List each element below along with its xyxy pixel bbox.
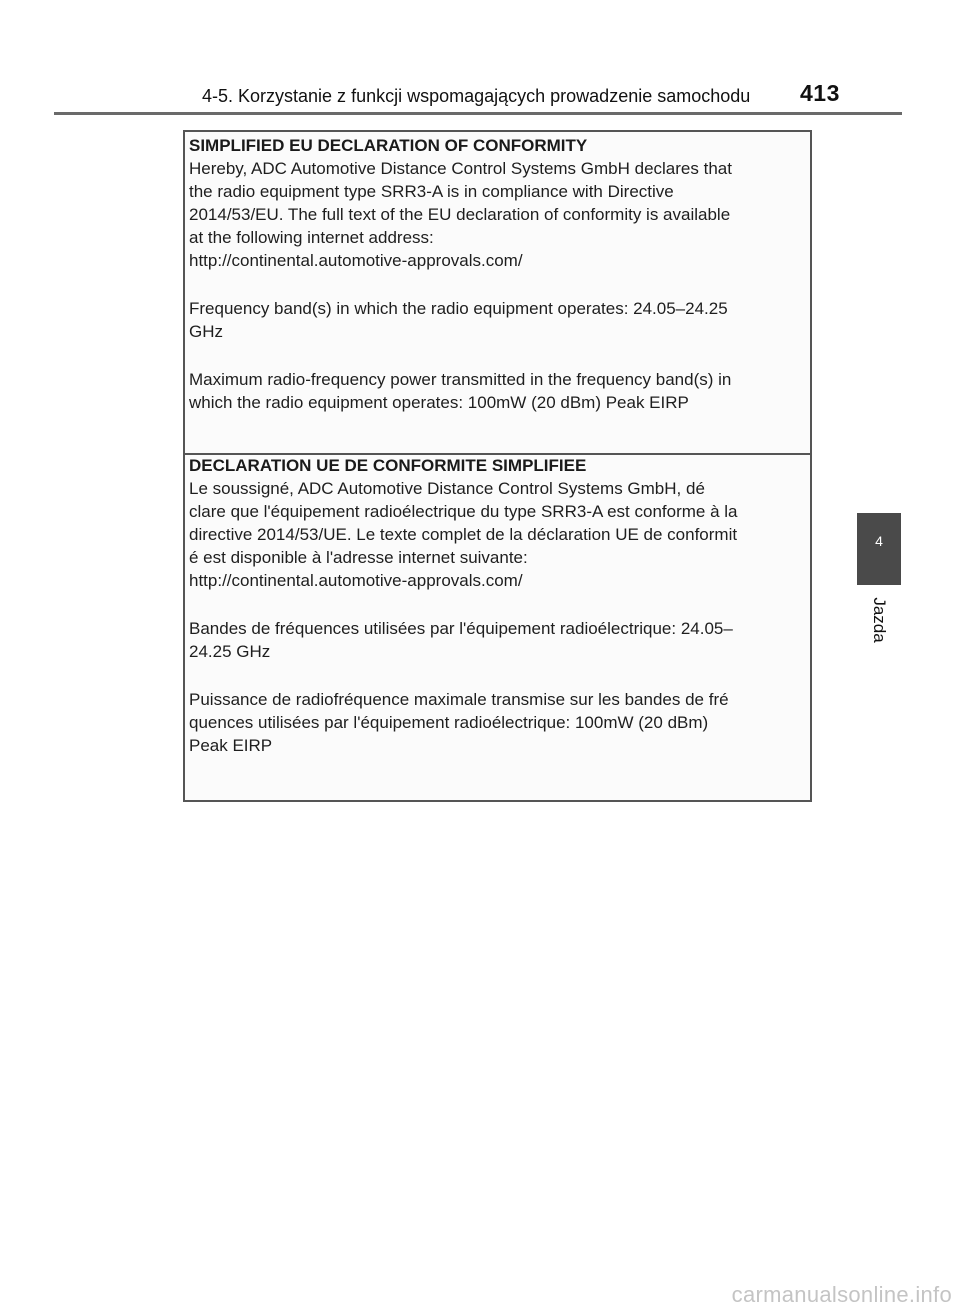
section-title: 4-5. Korzystanie z funkcji wspomagających prowadzenie samochodu [202, 86, 751, 106]
declaration-en-heading: SIMPLIFIED EU DECLARATION OF CONFORMITY [189, 136, 588, 155]
declaration-fr-heading: DECLARATION UE DE CONFORMITE SIMPLIFIEE [189, 456, 587, 475]
declaration-en [185, 135, 810, 455]
declaration-en-power: Maximum radio-frequency power transmitted in the frequency band(s) in which the radio equipment operates: 100mW (20 dBm) Peak EIRP [189, 370, 732, 412]
declaration-fr [185, 455, 810, 800]
declaration-fr-power: Puissance de radiofréquence maximale transmise sur les bandes de fré quences utilisées par l'équipement radioélectrique: 100mW (20 dBm) Peak EIRP [189, 690, 729, 755]
chapter-tab [857, 513, 901, 585]
declaration-fr-frequency: Bandes de fréquences utilisées par l'équipement radioélectrique: 24.05– 24.25 GHz [189, 619, 733, 661]
header-divider [54, 112, 902, 115]
declaration-fr-statement: Le soussigné, ADC Automotive Distance Control Systems GmbH, dé clare que l'équipement radioélectrique du type SRR3-A est conforme à la directive 2014/53/UE. Le texte complet de la déclaration UE de conformit é est disponible à l'adresse internet suivante: http://continental.automotive-approvals.com/ [189, 479, 738, 590]
declaration-en-statement: Hereby, ADC Automotive Distance Control Systems GmbH declares that the radio equipment type SRR3-A is in compliance with Directive 2014/53/EU. The full text of the EU declaration of conformity is available at the following internet address: http://continental.automotive-approvals.com/ [189, 159, 732, 270]
chapter-label-text: Jazda [870, 597, 889, 643]
page-number: 413 [800, 80, 840, 106]
spacer [189, 272, 806, 297]
chapter-label [866, 590, 892, 650]
spacer [189, 592, 806, 617]
page-header [0, 0, 960, 112]
declaration-box [183, 130, 812, 802]
spacer [189, 343, 806, 368]
spacer [189, 663, 806, 688]
chapter-number: 4 [875, 533, 883, 549]
watermark: carmanualsonline.info [731, 1282, 952, 1307]
declaration-en-frequency: Frequency band(s) in which the radio equipment operates: 24.05–24.25 GHz [189, 299, 728, 341]
